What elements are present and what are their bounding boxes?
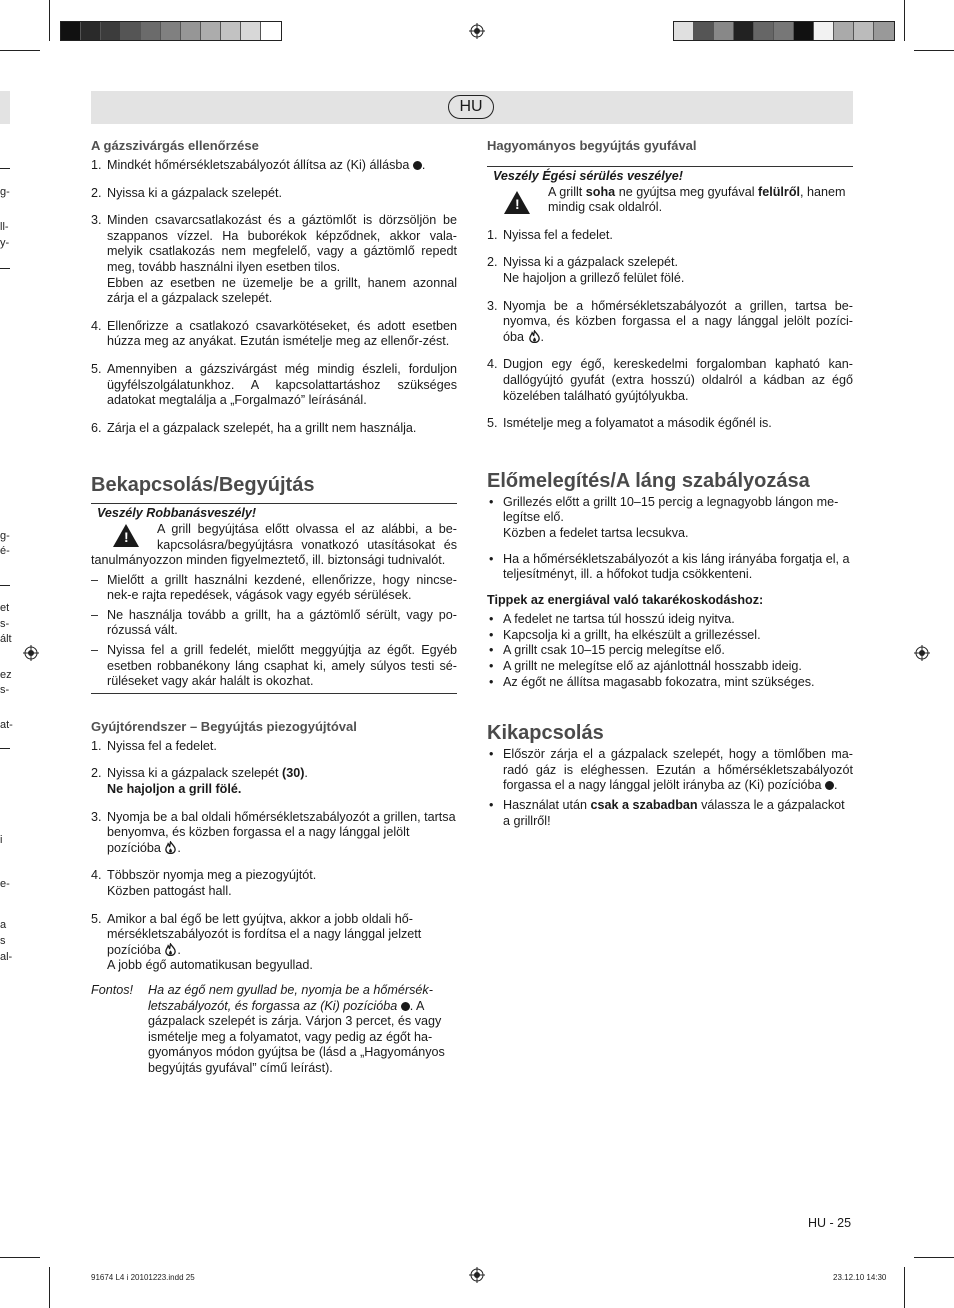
list-item-text: Grillezés előtt a grillt 10–15 percig a legnagyobb lángon me-legítse elő.: [503, 494, 839, 525]
right-column: [487, 138, 853, 833]
step-text: Többször nyomja meg a piezogyújtót.: [107, 868, 317, 883]
step-number: 3.: [91, 809, 102, 824]
margin-fragment: ált: [0, 633, 12, 645]
list-item-text: Kapcsolja ki a grillt, ha elkészült a grillezéssel.: [503, 627, 761, 642]
note-text: A gázpalack szelepét is zárja. Várjon 3 percet, és vagy ismételje meg a folyamatot, vagy pedig az égőt ha-gyományos módon gyújtsa be (lásd a „Hagyományos begyújtás gyufával” című leírást).: [148, 998, 445, 1075]
list-item: 2. Nyissa ki a gázpalack szelepét (30). Ne hajoljon a grill fölé.: [91, 766, 308, 797]
step-text: Nyissa ki a gázpalack szelepét.: [503, 255, 678, 270]
tips-list: [487, 612, 853, 690]
warning-icon: !: [113, 524, 139, 547]
list-item: • Grillezés előtt a grillt 10–15 percig a legnagyobb lángon me-legítse elő. Közben a fedelet tartsa lecsukva.: [489, 494, 839, 540]
step-number: 2.: [91, 185, 102, 200]
list-item: [91, 186, 457, 202]
margin-fragment: g-: [0, 530, 10, 542]
warning-icon: !: [504, 191, 530, 214]
list-item: – Nyissa fel a grill fedelét, mielőtt meggyújtja az égőt. Egyéb esetben robbanékony láng csaphat ki, amely súlyos testi sé-rüléseket vagy akár halált is okozhat.: [91, 643, 457, 689]
warning-text: ne gyújtsa meg gyufával: [618, 184, 755, 199]
list-item: [91, 213, 457, 307]
list-item-text-bold: csak a szabadban: [590, 798, 698, 813]
list-item: [91, 362, 457, 409]
margin-fragment: al-: [0, 951, 13, 963]
list-item-text: Mielőtt a grillt használni kezdené, ellenőrizze, hogy nincse-nek-e rajta repedések, vágások vagy egyéb sérülések.: [107, 572, 457, 603]
step-number: 4.: [487, 357, 498, 372]
left-page-strip: [0, 91, 10, 124]
off-list: [487, 747, 853, 829]
list-item: [91, 739, 457, 755]
step-number: 2.: [91, 766, 102, 781]
margin-fragment: i: [0, 834, 3, 846]
margin-fragment: s-: [0, 684, 10, 696]
step-number: 4.: [91, 318, 102, 333]
warning-text: A grill begyújtása előtt olvassa el az alábbi, a be-kapcsolásra/begyújtásra vonatkozó utasításokat és tanulmányozzon minden figyelmeztető, ill. biztonsági tudnivalót.: [91, 521, 457, 568]
warning-title: Veszély Égési sérülés veszélye!: [493, 169, 683, 183]
warning-text-bold: felülről: [758, 184, 801, 199]
margin-fragment: et: [0, 602, 10, 614]
color-bar-right: [673, 21, 895, 41]
list-item: [91, 868, 457, 899]
margin-fragment: s: [0, 935, 6, 947]
tips-heading: Tippek az energiával való takarékoskodáshoz:: [487, 592, 764, 607]
list-item: • Az égőt ne állítsa magasabb fokozatra, mint szükséges.: [489, 674, 815, 689]
margin-fragment: ez: [0, 669, 12, 681]
list-item-text: A grillt ne melegítse elő az ajánlottnál hosszabb ideig.: [503, 659, 802, 674]
step-number: 3.: [487, 298, 498, 313]
step-number: 3.: [91, 213, 102, 228]
list-item: [487, 416, 853, 432]
step-text: Közben pattogást hall.: [107, 884, 232, 898]
step-text: Nyissa fel a fedelet.: [503, 227, 613, 242]
list-item-text: A fedelet ne tartsa túl hosszú ideig nyitva.: [503, 612, 735, 627]
step-text: Amennyiben a gázszivárgást még mindig észleli, forduljon ügyfélszolgálatunkhoz. A kapcsolattartáshoz szükséges adatokat megtalálja a „Forgalmazó” leírásánál.: [107, 361, 457, 408]
list-item-text: válassza le a gázpalackot a grillről!: [503, 798, 845, 828]
margin-fragment: y-: [0, 237, 10, 249]
preheat-heading: Előmelegítés/A láng szabályozása: [487, 469, 810, 492]
footer-date: 23.12.10 14:30: [833, 1273, 887, 1282]
warning-text: A grillt: [548, 184, 583, 199]
ignition-heading: Bekapcsolás/Begyújtás: [91, 474, 315, 497]
off-position-icon: [401, 1002, 410, 1011]
list-item: [91, 421, 457, 437]
step-number: 5.: [91, 911, 102, 926]
margin-fragment: g-: [0, 186, 10, 198]
step-text: Mindkét hőmérsékletszabályozót állítsa az (Ki) állásba: [107, 158, 410, 172]
step-number: 1.: [91, 158, 102, 172]
list-item: • Először zárja el a gázpalack szelepét, hogy a tömlőben ma-radó gáz is eléghessen. Ezután a hőmérsékletszabályozót forgassa el a nagy lánggal jelölt irányba az (Ki) pozícióba .: [489, 747, 853, 793]
list-item-text: Közben a fedelet tartsa lecsukva.: [503, 525, 689, 540]
part-reference: (30): [282, 766, 305, 781]
list-item: 5. Amikor a bal égő be lett gyújtva, akkor a jobb oldali hő-mérsékletszabályozót is fordítsa el a nagy lánggal jelzett pozícióba . A jobb égő automatikusan begyullad.: [91, 911, 422, 973]
burn-warning: [487, 166, 853, 216]
registration-mark-top: [469, 23, 485, 39]
registration-mark-right: [914, 645, 930, 661]
footer-file: 91674 L4 i 20101223.indd 25: [91, 1273, 195, 1282]
step-text: Nyomja be a hőmérsékletszabályozót a grillen, tartsa be-nyomva, és közben forgassa el a nagy lánggal jelölt pozíci-óba: [503, 298, 853, 344]
large-flame-icon: [164, 841, 177, 854]
margin-fragment: ll-: [0, 221, 9, 233]
piezo-heading: Gyújtórendszer – Begyújtás piezogyújtóval: [91, 718, 357, 734]
color-bar-left: [60, 21, 282, 41]
list-item-text: Nyissa fel a grill fedelét, mielőtt meggyújtja az égőt. Egyéb esetben robbanékony láng csaphat ki, amely súlyos testi sé-rüléseket vagy akár halált is okozhat.: [107, 643, 457, 689]
step-text: Ebben az esetben ne üzemelje be a grillt, hanem azonnal zárja el a gázpalack szelepét.: [107, 275, 457, 306]
step-text: Nyissa ki a gázpalack szelepét: [107, 766, 279, 781]
registration-mark-left: [23, 645, 39, 661]
important-note: Fontos! Ha az égő nem gyullad be, nyomja be a hőmérsék-letszabályozót, és forgassa az (Ki) pozícióba . A gázpalack szelepét is zárja. Várjon 3 percet, és vagy ismételje meg a folyamatot, vagy pedig az égőt ha-gyományos módon gyújtsa be (lásd a „Hagyományos begyújtás gyufával” című leírást).: [91, 982, 445, 1075]
step-text: Ne hajoljon a grillező felület fölé.: [503, 270, 685, 285]
step-text: Nyomja be a bal oldali hőmérsékletszabályozót a grillen, tartsa benyomva, és közben forgassa el a nagy lánggal jelölt pozícióba: [107, 809, 456, 855]
explosion-warning-list: [91, 569, 457, 694]
list-item-text: Először zárja el a gázpalack szelepét, hogy a tömlőben ma-radó gáz is eléghessen. Ezután a hőmérsékletszabályozót forgassa el a nagy lánggal jelölt irányba az (Ki) pozícióba: [503, 747, 853, 793]
list-item: • Kapcsolja ki a grillt, ha elkészült a grillezéssel.: [489, 627, 761, 642]
list-item: • Ha a hőmérsékletszabályozót a kis láng irányába forgatja el, a teljesítményt, ill. a hőfokot tudja csökkenteni.: [489, 551, 850, 582]
piezo-steps: [91, 739, 457, 974]
page-number: HU - 25: [808, 1216, 852, 1230]
step-number: 5.: [487, 416, 498, 431]
list-item-text: Ne használja tovább a grillt, ha a gáztömlő sérült, vagy po-rózussá vált.: [107, 607, 457, 638]
step-number: 1.: [487, 227, 498, 242]
off-position-icon: [413, 161, 422, 170]
step-text: Minden csavarcsatlakozást és a gáztömlőt is dörzsöljön be szappanos vízzel. Ha buborékok képződnek, akkor vala-melyik csatlakozás nem megfelelő, vagy a gáztömlő repedt meg, tovább használni ilyen esetben tilos.: [107, 213, 457, 274]
step-number: 6.: [91, 420, 102, 435]
step-text: Ellenőrizze a csatlakozó csavarkötéseket, és adott esetben húzza meg az anyákat. Ezután ismételje meg az ellenőr-zést.: [107, 318, 457, 349]
step-text: Amikor a bal égő be lett gyújtva, akkor a jobb oldali hő-mérsékletszabályozót is fordítsa el a nagy lánggal jelzett pozícióba: [107, 911, 422, 957]
margin-fragment: s-: [0, 618, 10, 630]
margin-fragment: e-: [0, 878, 10, 890]
step-text: Nyissa fel a fedelet.: [107, 738, 217, 753]
list-item-text: Ha a hőmérsékletszabályozót a kis láng irányába forgatja el, a teljesítményt, ill. a hőfokot tudja csökkenteni.: [503, 551, 850, 582]
preheat-list: [487, 495, 853, 583]
large-flame-icon: [164, 943, 177, 956]
step-number: 5.: [91, 361, 102, 376]
list-item: • A grillt ne melegítse elő az ajánlottnál hosszabb ideig.: [489, 659, 802, 674]
warning-text-bold: soha: [585, 184, 616, 199]
step-number: 4.: [91, 868, 102, 883]
list-item: • Használat után csak a szabadban válassza le a gázpalackot a grillről!: [489, 798, 845, 828]
list-item-text: Az égőt ne állítsa magasabb fokozatra, mint szükséges.: [503, 674, 815, 689]
off-position-icon: [825, 781, 834, 790]
gas-leak-heading: A gázszivárgás ellenőrzése: [91, 138, 259, 153]
margin-fragment: a: [0, 919, 7, 931]
step-text: Ne hajoljon a grill fölé.: [107, 782, 242, 797]
list-item: 3. Nyomja be a bal oldali hőmérsékletszabályozót a grillen, tartsa benyomva, és közben forgassa el a nagy lánggal jelölt pozícióba .: [91, 809, 456, 855]
large-flame-icon: [528, 330, 541, 343]
match-steps: [487, 228, 853, 432]
list-item-text: Használat után: [503, 798, 588, 813]
list-item: • A fedelet ne tartsa túl hosszú ideig nyitva.: [489, 612, 735, 627]
list-item: 1. Mindkét hőmérsékletszabályozót állítsa az (Ki) állásba .: [91, 158, 426, 172]
list-item-text: A grillt csak 10–15 percig melegítse elő.: [503, 643, 725, 658]
note-italic-text: Ha az égő nem gyullad be, nyomja be a hőmérsék-letszabályozót, és forgassa az (Ki) pozícióba: [148, 982, 433, 1013]
list-item: 3. Nyomja be a hőmérsékletszabályozót a grillen, tartsa be-nyomva, és közben forgassa el a nagy lánggal jelölt pozíci-óba .: [487, 298, 853, 344]
step-text: Zárja el a gázpalack szelepét, ha a grillt nem használja.: [107, 420, 417, 435]
registration-mark-bottom: [469, 1267, 485, 1283]
margin-fragment: at-: [0, 719, 13, 731]
match-heading: Hagyományos begyújtás gyufával: [487, 138, 697, 153]
list-item: [487, 255, 853, 286]
gas-leak-steps: [91, 158, 457, 436]
step-number: 2.: [487, 255, 498, 270]
off-heading: Kikapcsolás: [487, 722, 604, 745]
note-label: Fontos!: [91, 982, 133, 997]
step-text: Dugjon egy égő, kereskedelmi forgalomban kapható kan-dallógyújtó gyufát (extra hosszú) oldalról a kádban az égő közelében található gyújtólyukba.: [503, 357, 853, 403]
explosion-warning: [91, 503, 457, 568]
list-item: [91, 319, 457, 350]
step-number: 1.: [91, 738, 102, 753]
left-column: [91, 138, 457, 1077]
warning-text: , hanem mindig csak oldalról.: [548, 184, 846, 215]
list-item: [487, 228, 853, 244]
list-item: – Mielőtt a grillt használni kezdené, ellenőrizze, hogy nincse-nek-e rajta repedések, vágások vagy egyéb sérülések.: [91, 572, 457, 603]
language-badge: HU: [448, 95, 494, 119]
warning-title: Veszély Robbanásveszély!: [97, 506, 257, 521]
step-text: Nyissa ki a gázpalack szelepét.: [107, 185, 282, 200]
list-item: – Ne használja tovább a grillt, ha a gáztömlő sérült, vagy po-rózussá vált.: [91, 607, 457, 638]
list-item: [487, 357, 853, 404]
margin-fragment: é-: [0, 545, 10, 557]
step-text: Ismételje meg a folyamatot a második égőnél is.: [503, 416, 772, 431]
list-item: • A grillt csak 10–15 percig melegítse elő.: [489, 643, 725, 658]
step-text: A jobb égő automatikusan begyullad.: [107, 958, 313, 973]
